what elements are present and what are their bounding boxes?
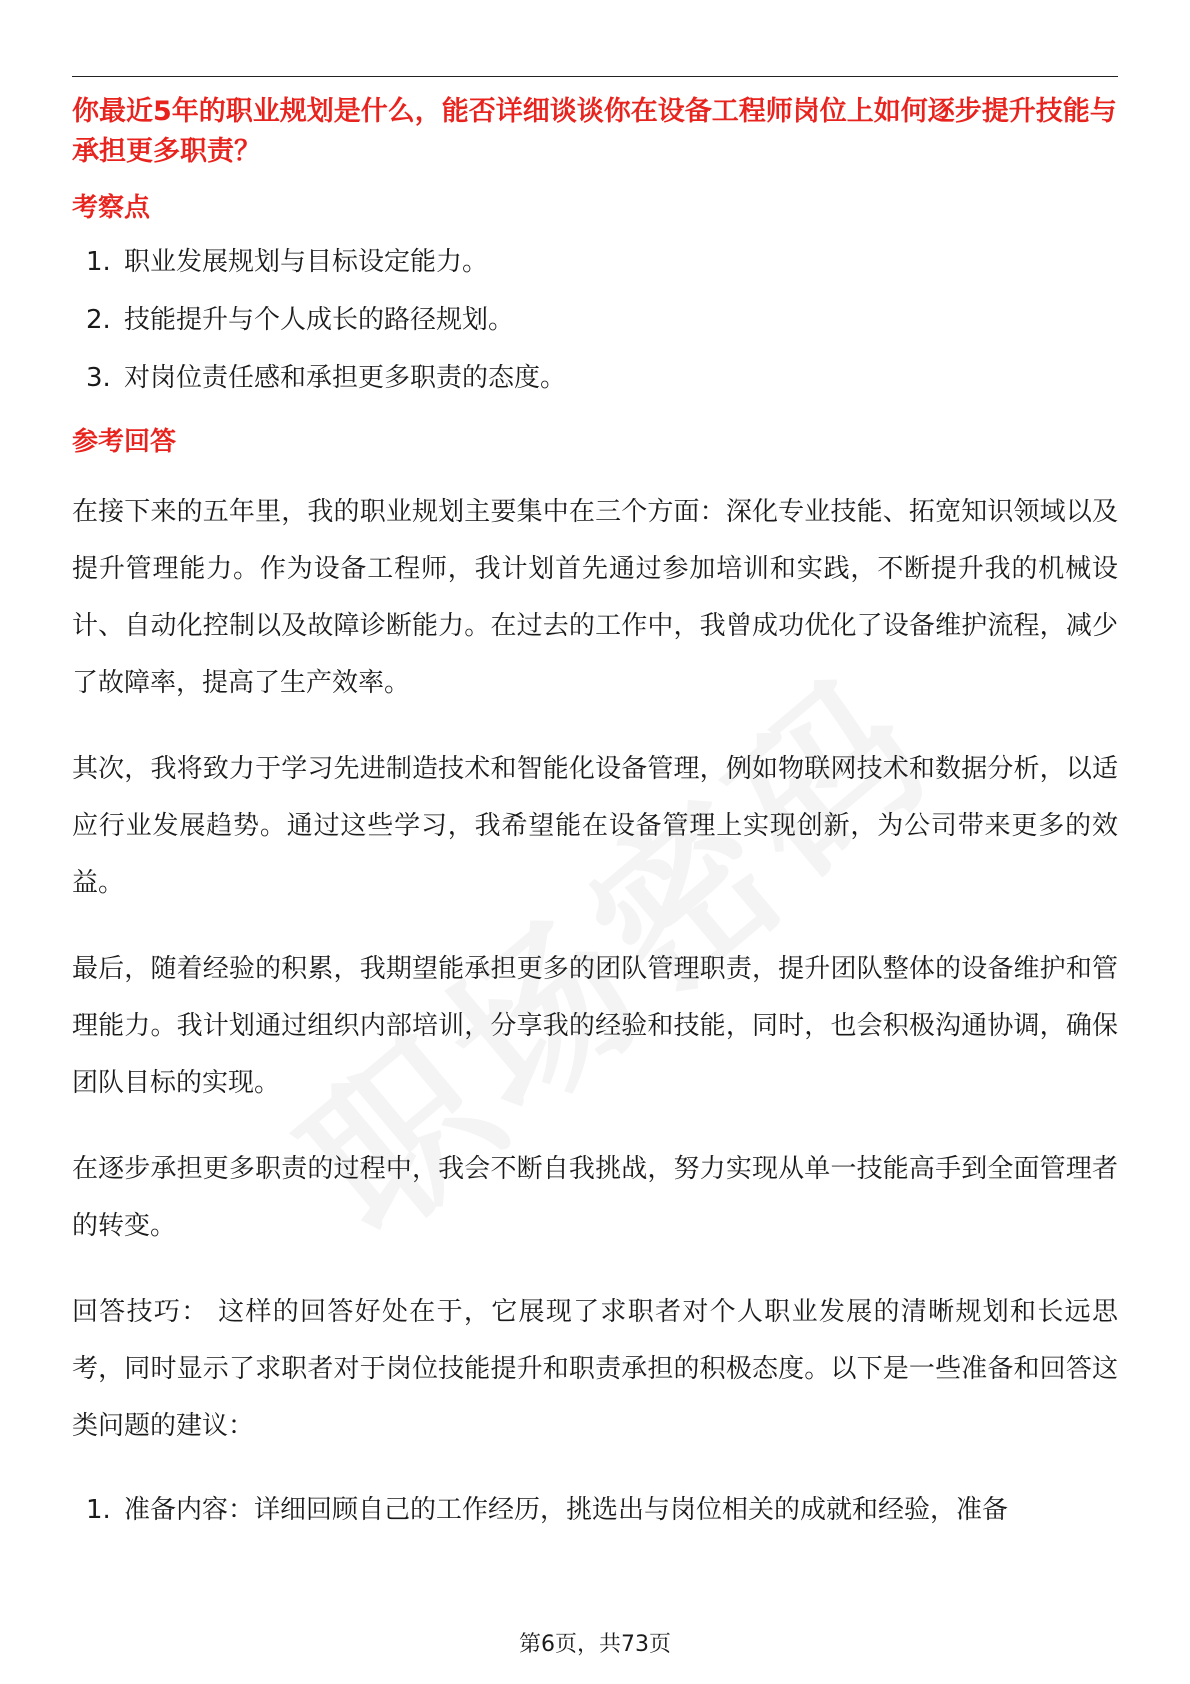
answer-section-title: 参考回答 (72, 427, 177, 457)
list-item-text: 准备内容：详细回顾自己的工作经历，挑选出与岗位相关的成就和经验，准备 (124, 1495, 1009, 1525)
points-list (72, 244, 1118, 396)
tips-list (72, 1492, 1118, 1528)
answer-paragraph: 其次，我将致力于学习先进制造技术和智能化设备管理，例如物联网技术和数据分析，以适应行业发展趋势。通过这些学习，我希望能在设备管理上实现创新，为公司带来更多的效益。 (72, 754, 1118, 898)
list-item (72, 1492, 1118, 1528)
list-item-number: 1. (86, 247, 111, 277)
list-item-text: 职业发展规划与目标设定能力。 (124, 247, 489, 277)
page-footer: 第6页，共73页 (519, 1632, 671, 1657)
list-item-text: 对岗位责任感和承担更多职责的态度。 (124, 363, 567, 393)
top-divider (72, 76, 1118, 77)
list-item-number: 3. (86, 363, 111, 393)
list-item-number: 2. (86, 305, 111, 335)
list-item (72, 244, 1118, 280)
page-content (72, 92, 1118, 1550)
points-section-title: 考察点 (72, 193, 151, 223)
answer-paragraph: 在逐步承担更多职责的过程中，我会不断自我挑战，努力实现从单一技能高手到全面管理者的转变。 (72, 1154, 1118, 1241)
list-item-number: 1. (86, 1495, 111, 1525)
list-item (72, 360, 1118, 396)
tips-intro-paragraph: 回答技巧： 这样的回答好处在于，它展现了求职者对个人职业发展的清晰规划和长远思考，同时显示了求职者对于岗位技能提升和职责承担的积极态度。以下是一些准备和回答这类问题的建议： (72, 1297, 1118, 1441)
answer-paragraph: 在接下来的五年里，我的职业规划主要集中在三个方面：深化专业技能、拓宽知识领域以及提升管理能力。作为设备工程师，我计划首先通过参加培训和实践，不断提升我的机械设计、自动化控制以及故障诊断能力。在过去的工作中，我曾成功优化了设备维护流程，减少了故障率，提高了生产效率。 (72, 497, 1118, 698)
question-heading: 你最近5年的职业规划是什么，能否详细谈谈你在设备工程师岗位上如何逐步提升技能与承担更多职责？ (72, 96, 1117, 167)
list-item-text: 技能提升与个人成长的路径规划。 (124, 305, 515, 335)
list-item (72, 302, 1118, 338)
answer-paragraph: 最后，随着经验的积累，我期望能承担更多的团队管理职责，提升团队整体的设备维护和管理能力。我计划通过组织内部培训，分享我的经验和技能，同时，也会积极沟通协调，确保团队目标的实现。 (72, 954, 1118, 1098)
